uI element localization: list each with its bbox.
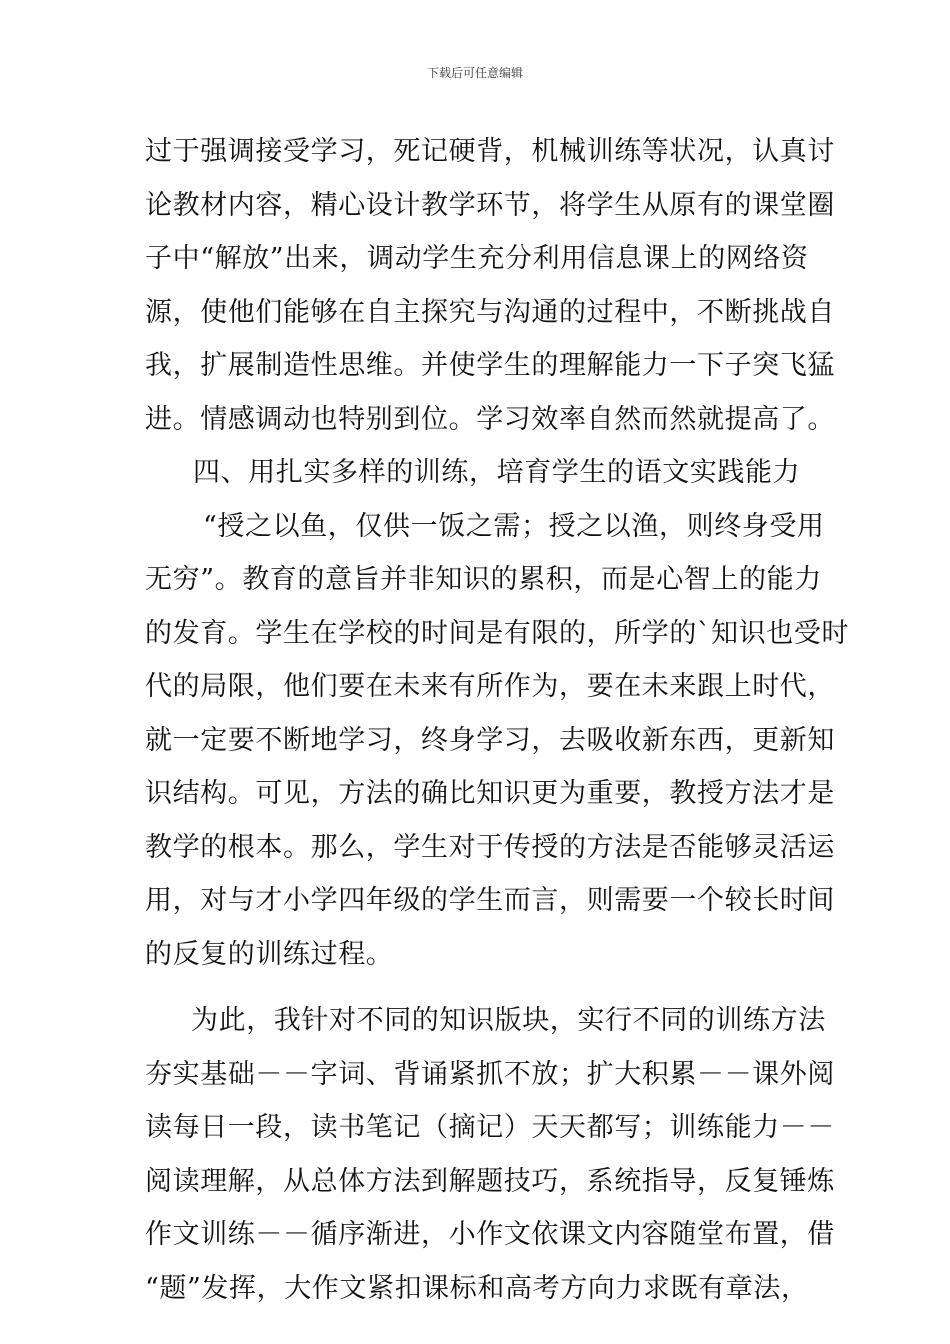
- text-line: 夯实基础－－字词、背诵紧抓不放；扩大积累－－课外阅: [145, 1058, 835, 1090]
- section-heading: 四、用扎实多样的训练，培育学生的语文实践能力: [193, 457, 801, 488]
- text-line: 进。情感调动也特别到位。学习效率自然而然就提高了。: [145, 403, 835, 435]
- text-line: 就一定要不断地学习，终身学习，去吸收新东西，更新知: [145, 724, 835, 756]
- text-line: 用，对与才小学四年级的学生而言，则需要一个较长时间: [145, 885, 835, 916]
- text-line: “题”发挥，大作文紧扣课标和高考方向力求既有章法，: [145, 1272, 809, 1304]
- text-line: 我，扩展制造性思维。并使学生的理解能力一下子突飞猛: [145, 350, 835, 381]
- page-header: 下载后可任意编辑: [426, 66, 523, 80]
- text-line: 阅读理解，从总体方法到解题技巧，系统指导，反复锤炼: [145, 1165, 835, 1197]
- text-line: 源，使他们能够在自主探究与沟通的过程中，不断挑战自: [145, 296, 835, 328]
- text-line: 教学的根本。那么，学生对于传授的方法是否能够灵活运: [145, 831, 835, 863]
- text-line: 读每日一段，读书笔记（摘记）天天都写；训练能力－－: [145, 1112, 835, 1143]
- document-body: [145, 125, 850, 1315]
- text-line: 的发育。学生在学校的时间是有限的，所学的`知识也受时: [145, 617, 850, 649]
- text-line: 论教材内容，精心设计教学环节，将学生从原有的课堂圈: [145, 189, 835, 221]
- text-line: 的反复的训练过程。: [145, 938, 394, 970]
- quote-line: “授之以鱼，仅供一饭之需；授之以渔，则终身受用: [203, 510, 825, 542]
- text-line: 识结构。可见，方法的确比知识更为重要，教授方法才是: [145, 778, 835, 809]
- text-line: 代的局限，他们要在未来有所作为，要在未来跟上时代，: [145, 671, 835, 702]
- text-line: 过于强调接受学习，死记硬背，机械训练等状况，认真讨: [145, 136, 835, 167]
- text-line: 子中“解放”出来，调动学生充分利用信息课上的网络资: [145, 243, 809, 274]
- paragraph-start-line: 为此，我针对不同的知识版块，实行不同的训练方法: [191, 1005, 826, 1036]
- text-line: 作文训练－－循序渐进，小作文依课文内容随堂布置，借: [145, 1219, 835, 1250]
- paragraph-gap: [145, 981, 825, 994]
- text-line: 无穷”。教育的意旨并非知识的累积，而是心智上的能力: [145, 564, 822, 595]
